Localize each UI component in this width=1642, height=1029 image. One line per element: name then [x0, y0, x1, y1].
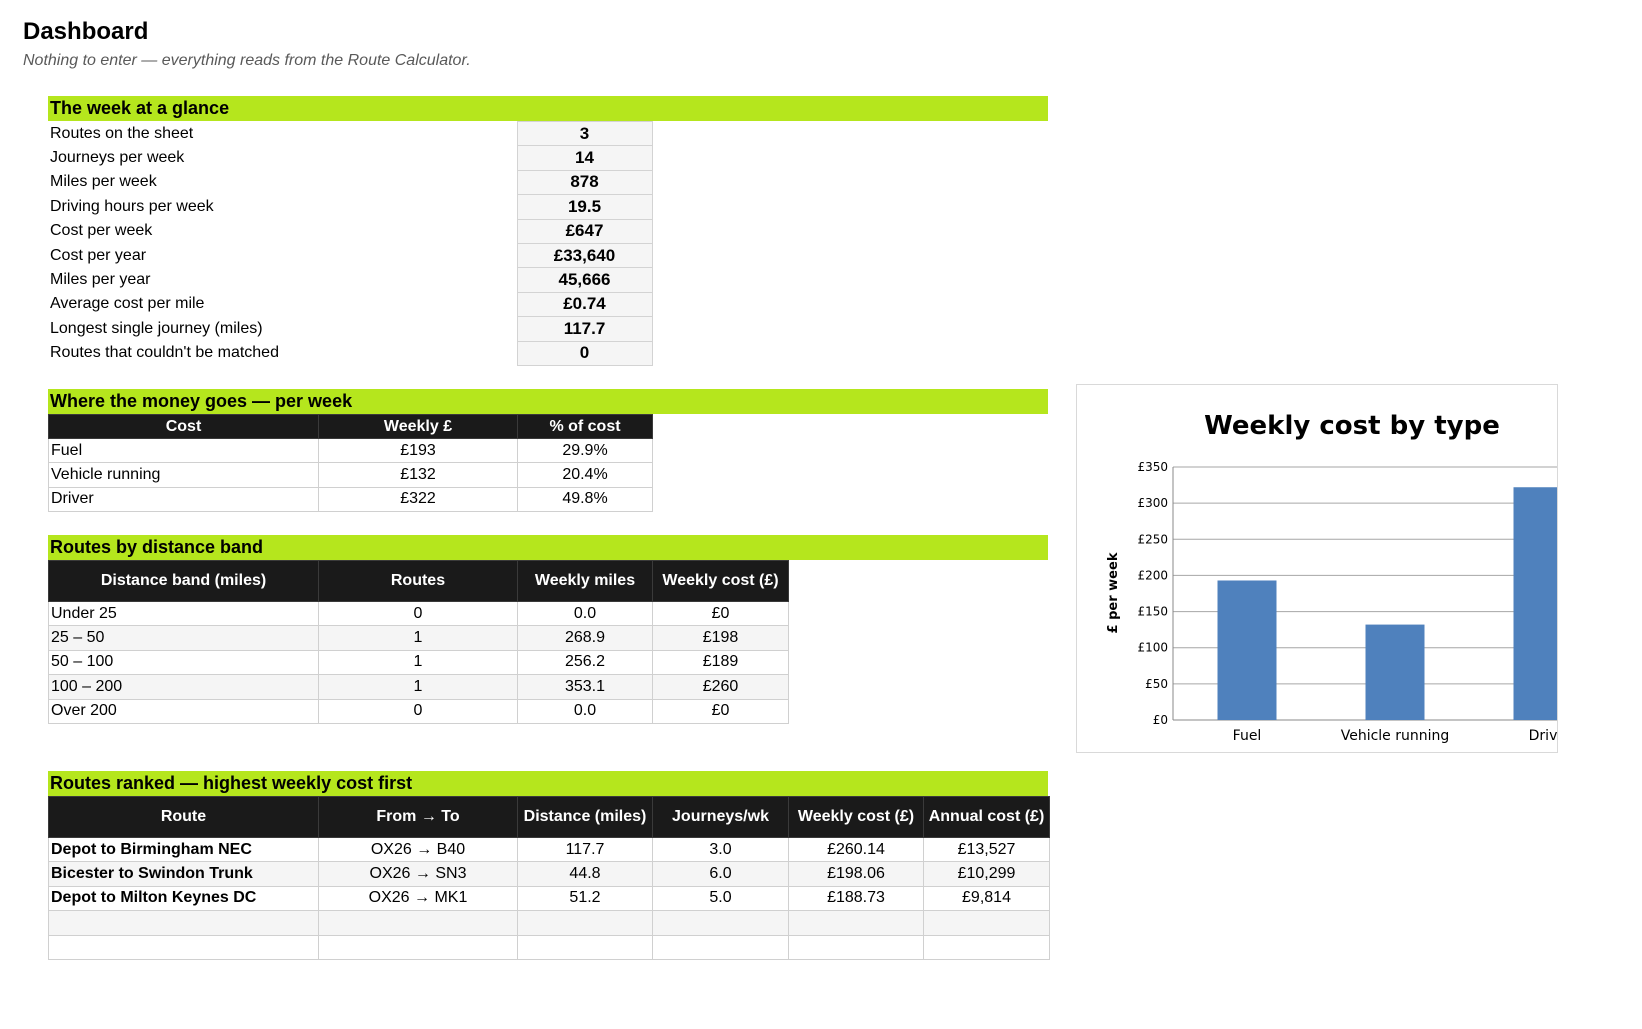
ranked-cell[interactable]: Depot to Milton Keynes DC: [49, 886, 319, 910]
ranked-cell[interactable]: [653, 935, 789, 959]
money-cell[interactable]: 49.8%: [518, 487, 653, 511]
money-cell[interactable]: Fuel: [49, 439, 319, 463]
table-row: [49, 886, 1050, 910]
glance-row: [48, 317, 652, 341]
ranked-header-journeys[interactable]: Journeys/wk: [653, 797, 789, 838]
ranked-header-weekly-cost[interactable]: Weekly cost (£): [789, 797, 924, 838]
ranked-cell[interactable]: £198.06: [789, 862, 924, 886]
glance-row: [48, 122, 652, 146]
glance-value[interactable]: 117.7: [517, 317, 652, 341]
ranked-cell[interactable]: [518, 911, 653, 935]
glance-label: Routes that couldn't be matched: [50, 344, 279, 362]
page-subtitle: Nothing to enter — everything reads from the Route Calculator.: [23, 52, 471, 69]
glance-value[interactable]: 878: [517, 170, 652, 194]
ranked-cell[interactable]: [49, 935, 319, 959]
money-cell[interactable]: Driver: [49, 487, 319, 511]
bands-header-miles[interactable]: Weekly miles: [518, 561, 653, 602]
bands-cell[interactable]: 25 – 50: [49, 626, 319, 650]
glance-label: Routes on the sheet: [50, 124, 194, 142]
table-row: [49, 862, 1050, 886]
money-cell[interactable]: 29.9%: [518, 439, 653, 463]
bands-cell[interactable]: Under 25: [49, 602, 319, 626]
glance-row: [48, 341, 652, 365]
x-tick-label: Driv: [1528, 728, 1557, 744]
y-axis-label: £ per week: [1106, 552, 1121, 634]
bands-cell[interactable]: £198: [653, 626, 789, 650]
money-cell[interactable]: £193: [319, 439, 518, 463]
bands-cell[interactable]: 0.0: [518, 602, 653, 626]
ranked-cell[interactable]: [319, 935, 518, 959]
glance-row: [48, 195, 652, 219]
y-tick-label: £350: [1137, 460, 1168, 474]
ranked-cell[interactable]: [518, 935, 653, 959]
bands-cell[interactable]: 256.2: [518, 650, 653, 674]
money-header-percent[interactable]: % of cost: [518, 415, 653, 439]
glance-table: [48, 121, 653, 366]
glance-row: [48, 170, 652, 194]
bands-cell[interactable]: 1: [319, 626, 518, 650]
ranked-cell[interactable]: £13,527: [924, 838, 1050, 862]
ranked-cell[interactable]: £10,299: [924, 862, 1050, 886]
x-tick-label: Fuel: [1232, 728, 1262, 744]
ranked-cell[interactable]: Depot to Birmingham NEC: [49, 838, 319, 862]
glance-label: Cost per year: [50, 246, 147, 264]
ranked-cell[interactable]: OX26 → MK1: [319, 886, 518, 910]
table-row: [49, 675, 789, 699]
ranked-header-annual-cost[interactable]: Annual cost (£): [924, 797, 1050, 838]
glance-heading: The week at a glance: [48, 96, 1048, 121]
ranked-cell[interactable]: [789, 935, 924, 959]
table-row: [49, 650, 789, 674]
y-tick-label: £0: [1152, 713, 1168, 727]
table-row: [49, 626, 789, 650]
ranked-cell[interactable]: 44.8: [518, 862, 653, 886]
ranked-cell[interactable]: 5.0: [653, 886, 789, 910]
table-row: [49, 602, 789, 626]
ranked-cell[interactable]: 117.7: [518, 838, 653, 862]
chart-title: Weekly cost by type: [1204, 411, 1500, 441]
ranked-cell[interactable]: £188.73: [789, 886, 924, 910]
money-cell[interactable]: 20.4%: [518, 463, 653, 487]
ranked-cell[interactable]: OX26 → B40: [319, 838, 518, 862]
glance-label: Journeys per week: [50, 149, 185, 167]
ranked-cell[interactable]: 51.2: [518, 886, 653, 910]
ranked-cell[interactable]: 3.0: [653, 838, 789, 862]
y-tick-label: £150: [1137, 604, 1168, 619]
ranked-cell[interactable]: [653, 911, 789, 935]
table-row: [49, 439, 653, 463]
ranked-cell[interactable]: Bicester to Swindon Trunk: [49, 862, 319, 886]
chart-svg: [1077, 385, 1557, 752]
bands-cell[interactable]: 0.0: [518, 699, 653, 723]
table-row: [49, 487, 653, 511]
y-tick-label: £50: [1145, 676, 1168, 691]
glance-value[interactable]: 45,666: [517, 268, 652, 292]
glance-value[interactable]: £647: [517, 219, 652, 243]
bands-cell[interactable]: 100 – 200: [49, 675, 319, 699]
glance-row: [48, 146, 652, 170]
bands-header-routes[interactable]: Routes: [319, 561, 518, 602]
glance-row: [48, 243, 652, 267]
glance-value[interactable]: 14: [517, 146, 652, 170]
bands-cell[interactable]: 268.9: [518, 626, 653, 650]
glance-label: Cost per week: [50, 222, 153, 240]
glance-label: Miles per week: [50, 173, 157, 191]
glance-row: [48, 219, 652, 243]
bands-cell[interactable]: £189: [653, 650, 789, 674]
table-row: [49, 935, 1050, 959]
glance-row: [48, 268, 652, 292]
bands-heading: Routes by distance band: [48, 535, 1048, 560]
ranked-heading: Routes ranked — highest weekly cost first: [48, 771, 1048, 796]
x-tick-label: Vehicle running: [1340, 728, 1450, 744]
table-row: [49, 911, 1050, 935]
bands-cell[interactable]: Over 200: [49, 699, 319, 723]
bands-cell[interactable]: 50 – 100: [49, 650, 319, 674]
glance-value[interactable]: 0: [517, 341, 652, 365]
weekly-cost-chart[interactable]: [1076, 384, 1558, 753]
bands-header-cost[interactable]: Weekly cost (£): [653, 561, 789, 602]
table-row: [49, 463, 653, 487]
money-heading: Where the money goes — per week: [48, 389, 1048, 414]
y-tick-label: £200: [1137, 568, 1168, 583]
bar-fuel: [1218, 580, 1277, 720]
glance-row: [48, 292, 652, 316]
bands-cell[interactable]: £0: [653, 699, 789, 723]
ranked-cell[interactable]: 6.0: [653, 862, 789, 886]
y-tick-label: £100: [1137, 640, 1168, 655]
bands-table: [48, 560, 789, 724]
money-cell[interactable]: Vehicle running: [49, 463, 319, 487]
ranked-header-distance[interactable]: Distance (miles): [518, 797, 653, 838]
ranked-header-route[interactable]: Route: [49, 797, 319, 838]
ranked-cell[interactable]: [789, 911, 924, 935]
page-title: Dashboard: [23, 18, 149, 45]
ranked-cell[interactable]: £9,814: [924, 886, 1050, 910]
ranked-cell[interactable]: £260.14: [789, 838, 924, 862]
ranked-table: [48, 796, 1050, 960]
bands-cell[interactable]: 0: [319, 602, 518, 626]
money-table: [48, 414, 653, 512]
table-row: [49, 699, 789, 723]
bands-cell[interactable]: 0: [319, 699, 518, 723]
glance-value[interactable]: £33,640: [517, 243, 652, 267]
ranked-cell[interactable]: OX26 → SN3: [319, 862, 518, 886]
ranked-header-from-to[interactable]: From → To: [319, 797, 518, 838]
bands-cell[interactable]: 1: [319, 675, 518, 699]
ranked-cell[interactable]: [319, 911, 518, 935]
bar-vehicle-running: [1366, 625, 1425, 720]
bands-cell[interactable]: 353.1: [518, 675, 653, 699]
y-tick-label: £300: [1137, 496, 1168, 511]
glance-value[interactable]: £0.74: [517, 292, 652, 316]
bar-driver: [1514, 487, 1558, 720]
bands-cell[interactable]: £0: [653, 602, 789, 626]
glance-label: Longest single journey (miles): [50, 319, 263, 337]
money-cell[interactable]: £322: [319, 487, 518, 511]
ranked-cell[interactable]: [924, 935, 1050, 959]
glance-value[interactable]: 19.5: [517, 195, 652, 219]
glance-label: Driving hours per week: [50, 197, 214, 215]
money-cell[interactable]: £132: [319, 463, 518, 487]
y-tick-label: £250: [1137, 532, 1168, 547]
table-row: [49, 838, 1050, 862]
bands-header-band[interactable]: Distance band (miles): [49, 561, 319, 602]
bands-cell[interactable]: 1: [319, 650, 518, 674]
money-header-weekly[interactable]: Weekly £: [319, 415, 518, 439]
bands-cell[interactable]: £260: [653, 675, 789, 699]
glance-label: Miles per year: [50, 271, 151, 289]
ranked-cell[interactable]: [49, 911, 319, 935]
glance-value[interactable]: 3: [517, 122, 652, 146]
money-header-cost[interactable]: Cost: [49, 415, 319, 439]
ranked-cell[interactable]: [924, 911, 1050, 935]
glance-label: Average cost per mile: [50, 295, 205, 313]
